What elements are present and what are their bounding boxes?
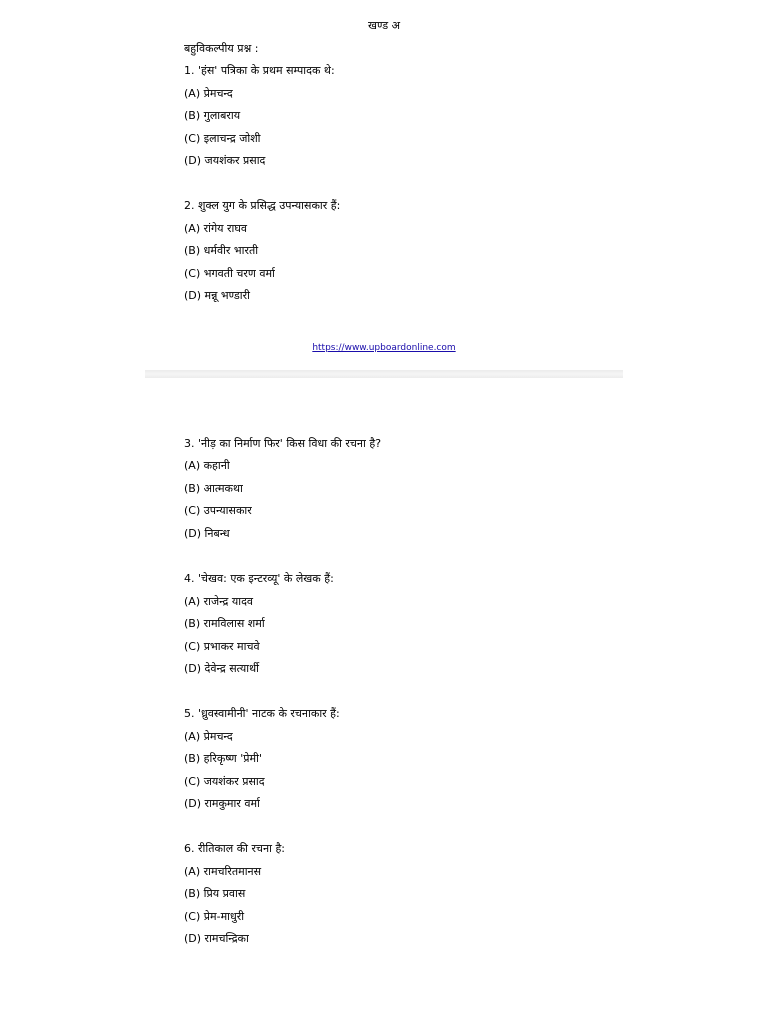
question-1: 1. 'हंस' पत्रिका के प्रथम सम्पादक थे: — [184, 64, 335, 77]
q6-option-c: (C) प्रेम-माधुरी — [184, 910, 245, 923]
q3-option-c: (C) उपन्यासकार — [184, 504, 252, 517]
q1-option-a: (A) प्रेमचन्द — [184, 87, 233, 100]
q3-option-a: (A) कहानी — [184, 459, 230, 472]
q2-option-b: (B) धर्मवीर भारती — [184, 244, 259, 257]
q6-option-a: (A) रामचरितमानस — [184, 865, 262, 878]
q4-option-b: (B) रामविलास शर्मा — [184, 617, 265, 630]
q1-option-c: (C) इलाचन्द्र जोशी — [184, 132, 261, 145]
q2-option-a: (A) रांगेय राघव — [184, 222, 247, 235]
q6-option-d: (D) रामचन्द्रिका — [184, 932, 249, 945]
q5-option-c: (C) जयशंकर प्रसाद — [184, 775, 265, 788]
q2-option-c: (C) भगवती चरण वर्मा — [184, 267, 275, 280]
q1-option-b: (B) गुलाबराय — [184, 109, 241, 122]
q6-option-b: (B) प्रिय प्रवास — [184, 887, 246, 900]
q3-option-b: (B) आत्मकथा — [184, 482, 243, 495]
question-3: 3. 'नीड़ का निर्माण फिर' किस विधा की रचना है? — [184, 437, 382, 450]
q5-option-b: (B) हरिकृष्ण 'प्रेमी' — [184, 752, 262, 765]
q2-option-d: (D) मन्नू भण्डारी — [184, 289, 250, 302]
q5-option-d: (D) रामकुमार वर्मा — [184, 797, 260, 810]
q4-option-d: (D) देवेन्द्र सत्यार्थी — [184, 662, 259, 675]
page-sheet-2 — [145, 378, 623, 1024]
question-6: 6. रीतिकाल की रचना है: — [184, 842, 285, 855]
footer-link[interactable]: https://www.upboardonline.com — [312, 343, 456, 353]
q4-option-a: (A) राजेन्द्र यादव — [184, 595, 254, 608]
instructions: बहुविकल्पीय प्रश्न : — [184, 42, 259, 55]
question-2: 2. शुक्ल युग के प्रसिद्ध उपन्यासकार हैं: — [184, 199, 341, 212]
q1-option-d: (D) जयशंकर प्रसाद — [184, 154, 266, 167]
section-title: खण्ड अ — [367, 19, 400, 32]
q5-option-a: (A) प्रेमचन्द — [184, 730, 233, 743]
page-separator — [145, 370, 623, 378]
q4-option-c: (C) प्रभाकर माचवे — [184, 640, 260, 653]
q3-option-d: (D) निबन्ध — [184, 527, 230, 540]
question-4: 4. 'चेखव: एक इन्टरव्यू' के लेखक हैं: — [184, 572, 334, 585]
question-5: 5. 'ध्रुवस्वामीनी' नाटक के रचनाकार हैं: — [184, 707, 340, 720]
